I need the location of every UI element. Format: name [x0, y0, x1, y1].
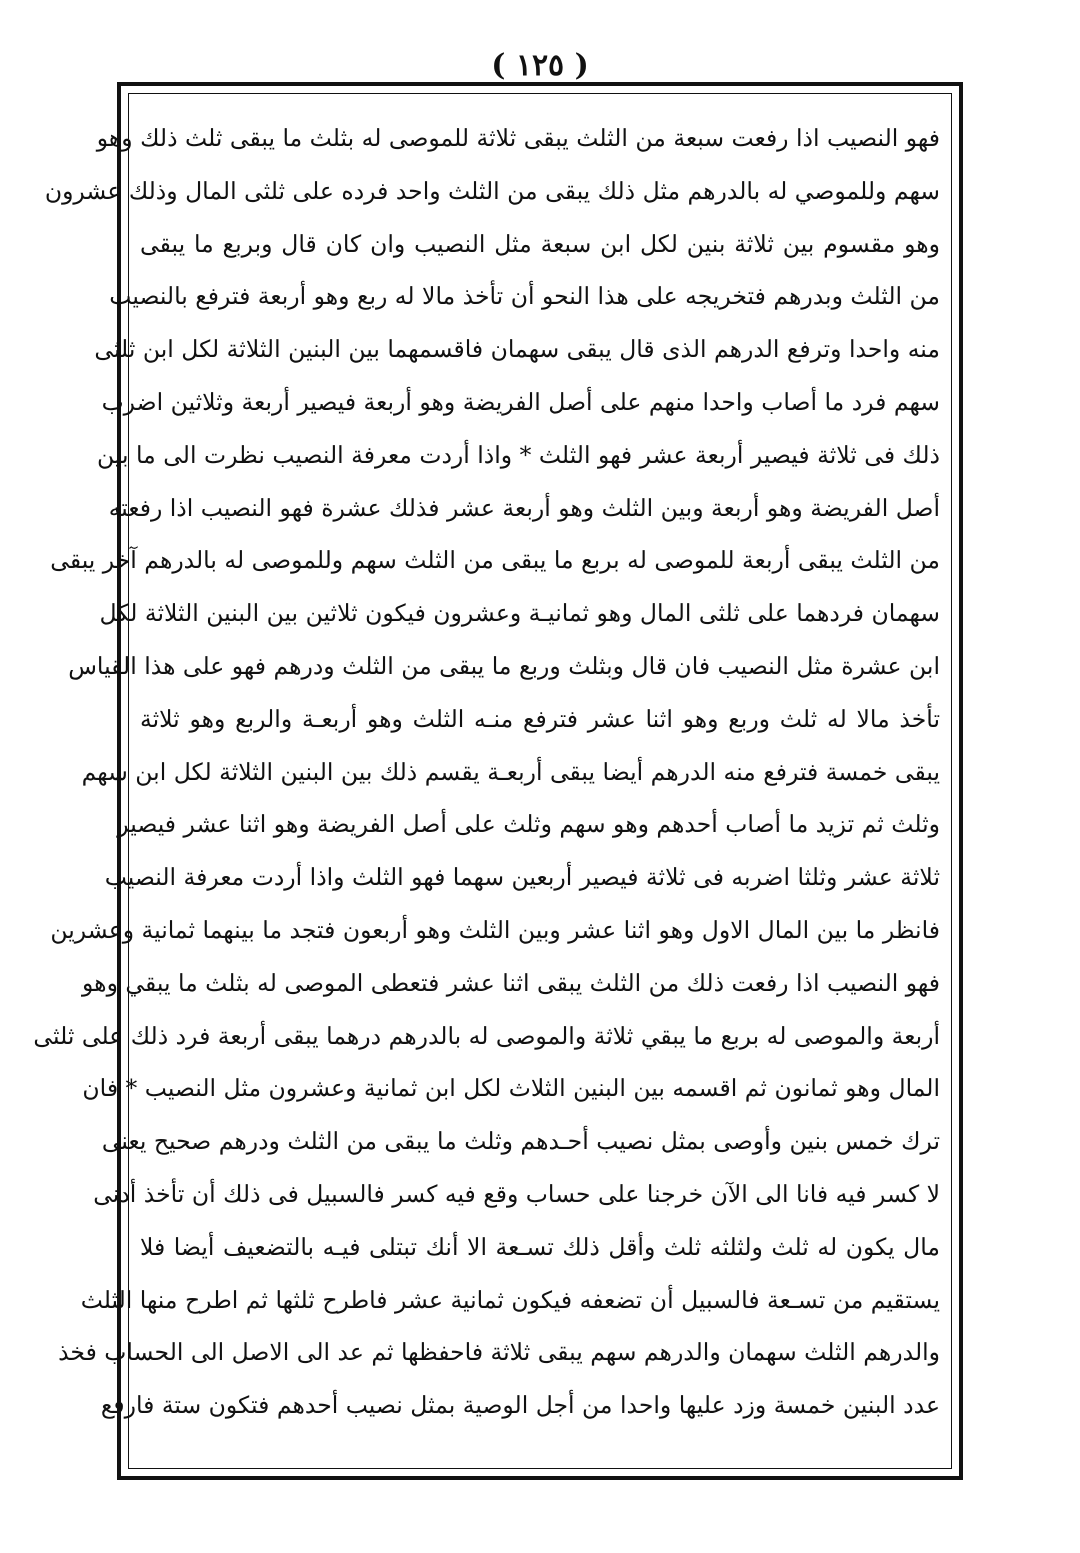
text-line: تأخذ مالا له ثلث وربع وهو اثنا عشر فترفع منـه الثلث وهو أربعـة والربع وهو ثلاثة [140, 704, 940, 733]
text-line: فانظر ما بين المال الاول وهو اثنا عشر وبين الثلث وهو أربعون فتجد ما بينهما ثمانية وعشرين [50, 915, 940, 944]
text-line: ابن عشرة مثل النصيب فان قال وبثلث وربع ما يبقى من الثلث ودرهم فهو على هذا القياس [68, 651, 940, 680]
text-line: أربعة والموصى له بربع ما يبقي ثلاثة والموصى له بالدرهم درهما يبقى أربعة فرد ذلك على ثلثى [33, 1021, 940, 1050]
text-line: منه واحدا وترفع الدرهم الذى قال يبقى سهمان فاقسمهما بين البنين الثلاثة لكل ابن ثلثى [94, 335, 940, 364]
text-line: من الثلث وبدرهم فتخريجه على هذا النحو أن تأخذ مالا له ربع وهو أربعة فترفع بالنصيب [109, 282, 940, 311]
text-line: وهو مقسوم بين ثلاثة بنين لكل ابن سبعة مثل النصيب وان كان قال وبربع ما يبقى [140, 229, 940, 258]
body-text [33, 112, 940, 1432]
text-line: المال وهو ثمانون ثم اقسمه بين البنين الثلاث لكل ابن ثمانية وعشرون مثل النصيب * فان [82, 1074, 940, 1103]
text-line: سهم وللموصي له بالدرهم مثل ذلك يبقى من الثلث واحد فرده على ثلثى المال وذلك عشرون [44, 176, 940, 205]
text-line: ذلك فى ثلاثة فيصير أربعة عشر فهو الثلث * واذا أردت معرفة النصيب نظرت الى ما بين [97, 440, 940, 469]
text-line: وثلث ثم تزيد ما أصاب أحدهم وهو سهم وثلث على أصل الفريضة وهو اثنا عشر فيصير [117, 810, 940, 839]
text-line: والدرهم الثلث سهمان والدرهم سهم يبقى ثلاثة فاحفظها ثم عد الى الاصل الى الحساب فخذ [58, 1338, 940, 1367]
text-line: يستقيم من تسـعة فالسبيل أن تضعفه فيكون ثمانية عشر فاطرح ثلثها ثم اطرح منها الثلث [80, 1285, 940, 1314]
text-line: يبقى خمسة فترفع منه الدرهم أيضا يبقى أربعـة يقسم ذلك بين البنين الثلاثة لكل ابن سهم [81, 757, 940, 786]
text-line: سهمان فردهما على ثلثى المال وهو ثمانيـة وعشرون فيكون ثلاثين بين البنين الثلاثة لكل [99, 599, 940, 628]
text-line: أصل الفريضة وهو أربعة وبين الثلث وهو أربعة عشر فذلك عشرة فهو النصيب اذا رفعته [108, 493, 940, 522]
text-line: فهو النصيب اذا رفعت ذلك من الثلث يبقى اثنا عشر فتعطى الموصى له بثلث ما يبقي وهو [82, 968, 940, 997]
text-line: لا كسر فيه فانا الى الآن خرجنا على حساب وقع فيه كسر فالسبيل فى ذلك أن تأخذ أدنى [93, 1179, 940, 1208]
text-line: سهم فرد ما أصاب واحدا منهم على أصل الفريضة وهو أربعة فيصير أربعة وثلاثين اضرب [101, 387, 940, 416]
text-line: ترك خمس بنين وأوصى بمثل نصيب أحـدهم وثلث ما يبقى من الثلث ودرهم صحيح يعنى [101, 1127, 940, 1156]
text-line: فهو النصيب اذا رفعت سبعة من الثلث يبقى ثلاثة للموصى له بثلث ما يبقى ثلث ذلك وهو [96, 124, 940, 152]
page-number: ( ١٢٥ ) [491, 48, 589, 83]
text-line: مال يكون له ثلث ولثلثه ثلث وأقل ذلك تسـعة الا أنك تبتلى فيـه بالتضعيف أيضا فلا [140, 1232, 940, 1261]
text-line: ثلاثة عشر وثلثا اضربه فى ثلاثة فيصير أربعين سهما فهو الثلث واذا أردت معرفة النصيب [104, 863, 940, 892]
text-line: من الثلث يبقى أربعة للموصى له بربع ما يبقى من الثلث سهم وللموصى له بالدرهم آخر يبقى [50, 546, 940, 575]
text-line: عدد البنين خمسة وزد عليها واحدا من أجل الوصية بمثل نصيب أحدهم فتكون ستة فارفع [100, 1391, 940, 1420]
